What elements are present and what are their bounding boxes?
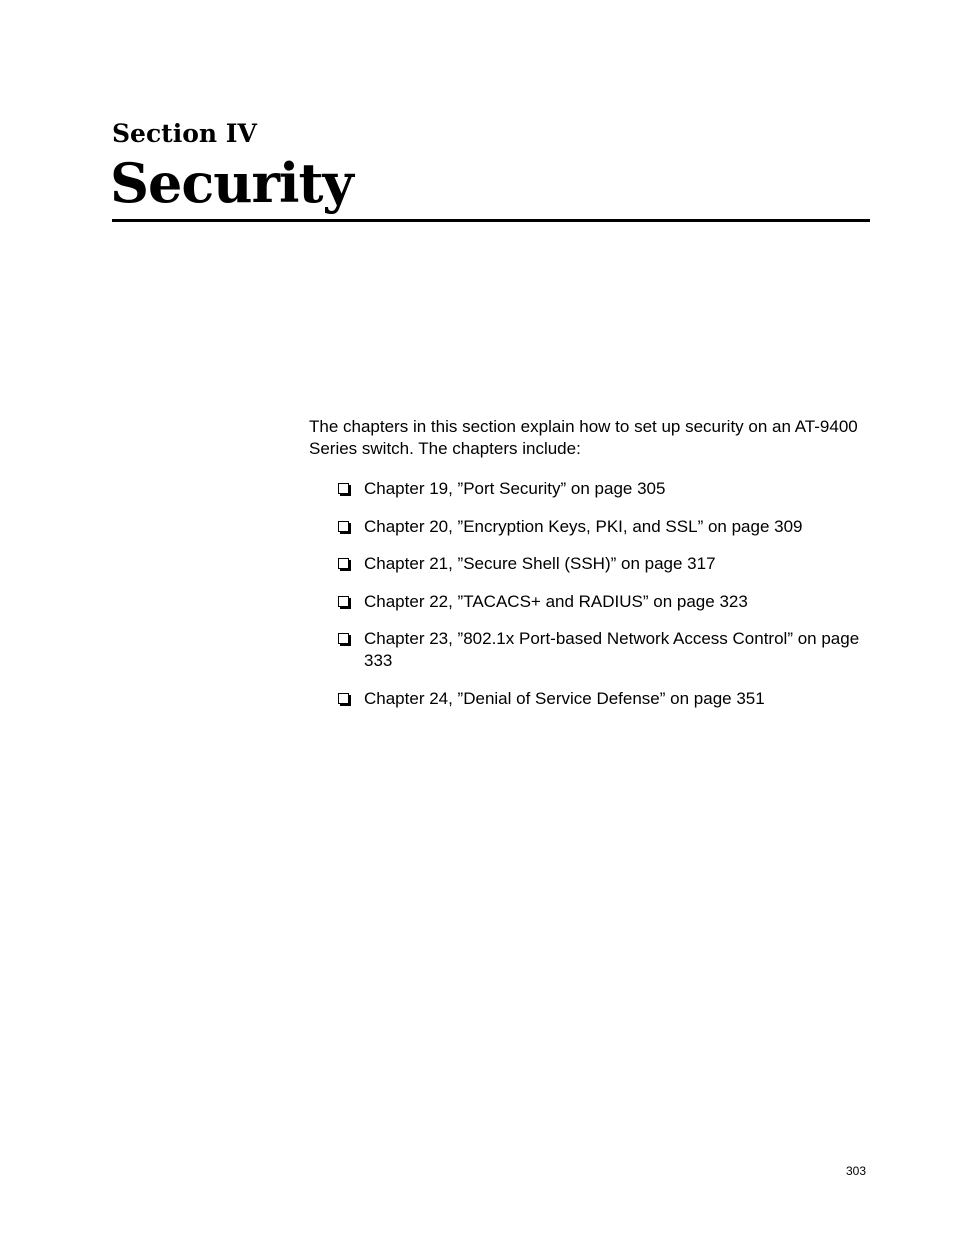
intro-paragraph: The chapters in this section explain how to set up security on an AT-9400 Series switch. The chapters include:: [309, 417, 858, 458]
chapter-list: [337, 478, 877, 725]
chapter-list-item: [337, 478, 877, 500]
chapter-list-item: [337, 688, 877, 710]
checkbox-bullet-icon: [338, 633, 349, 644]
chapter-list-item: [337, 591, 877, 613]
checkbox-bullet-icon: [338, 558, 349, 569]
page-title: Security: [110, 151, 353, 215]
checkbox-bullet-icon: [338, 596, 349, 607]
chapter-list-item: [337, 516, 877, 538]
chapter-link-text[interactable]: Chapter 20, ”Encryption Keys, PKI, and SSL” on page 309: [364, 516, 803, 536]
chapter-link-text[interactable]: Chapter 21, ”Secure Shell (SSH)” on page 317: [364, 554, 716, 573]
section-label: Section IV: [112, 119, 257, 148]
chapter-link-text[interactable]: Chapter 22, ”TACACS+ and RADIUS” on page 323: [364, 591, 748, 611]
chapter-list-item: [337, 628, 877, 672]
chapter-link-text[interactable]: Chapter 23, ”802.1x Port-based Network Access Control” on page 333: [364, 629, 860, 670]
checkbox-bullet-icon: [338, 521, 349, 532]
chapter-list-item: [337, 553, 877, 575]
title-rule: [112, 219, 870, 222]
checkbox-bullet-icon: [338, 483, 349, 494]
checkbox-bullet-icon: [338, 693, 349, 704]
chapter-link-text[interactable]: Chapter 24, ”Denial of Service Defense” on page 351: [364, 688, 765, 708]
page-number: 303: [846, 1164, 867, 1178]
chapter-link-text[interactable]: Chapter 19, ”Port Security” on page 305: [364, 479, 666, 498]
